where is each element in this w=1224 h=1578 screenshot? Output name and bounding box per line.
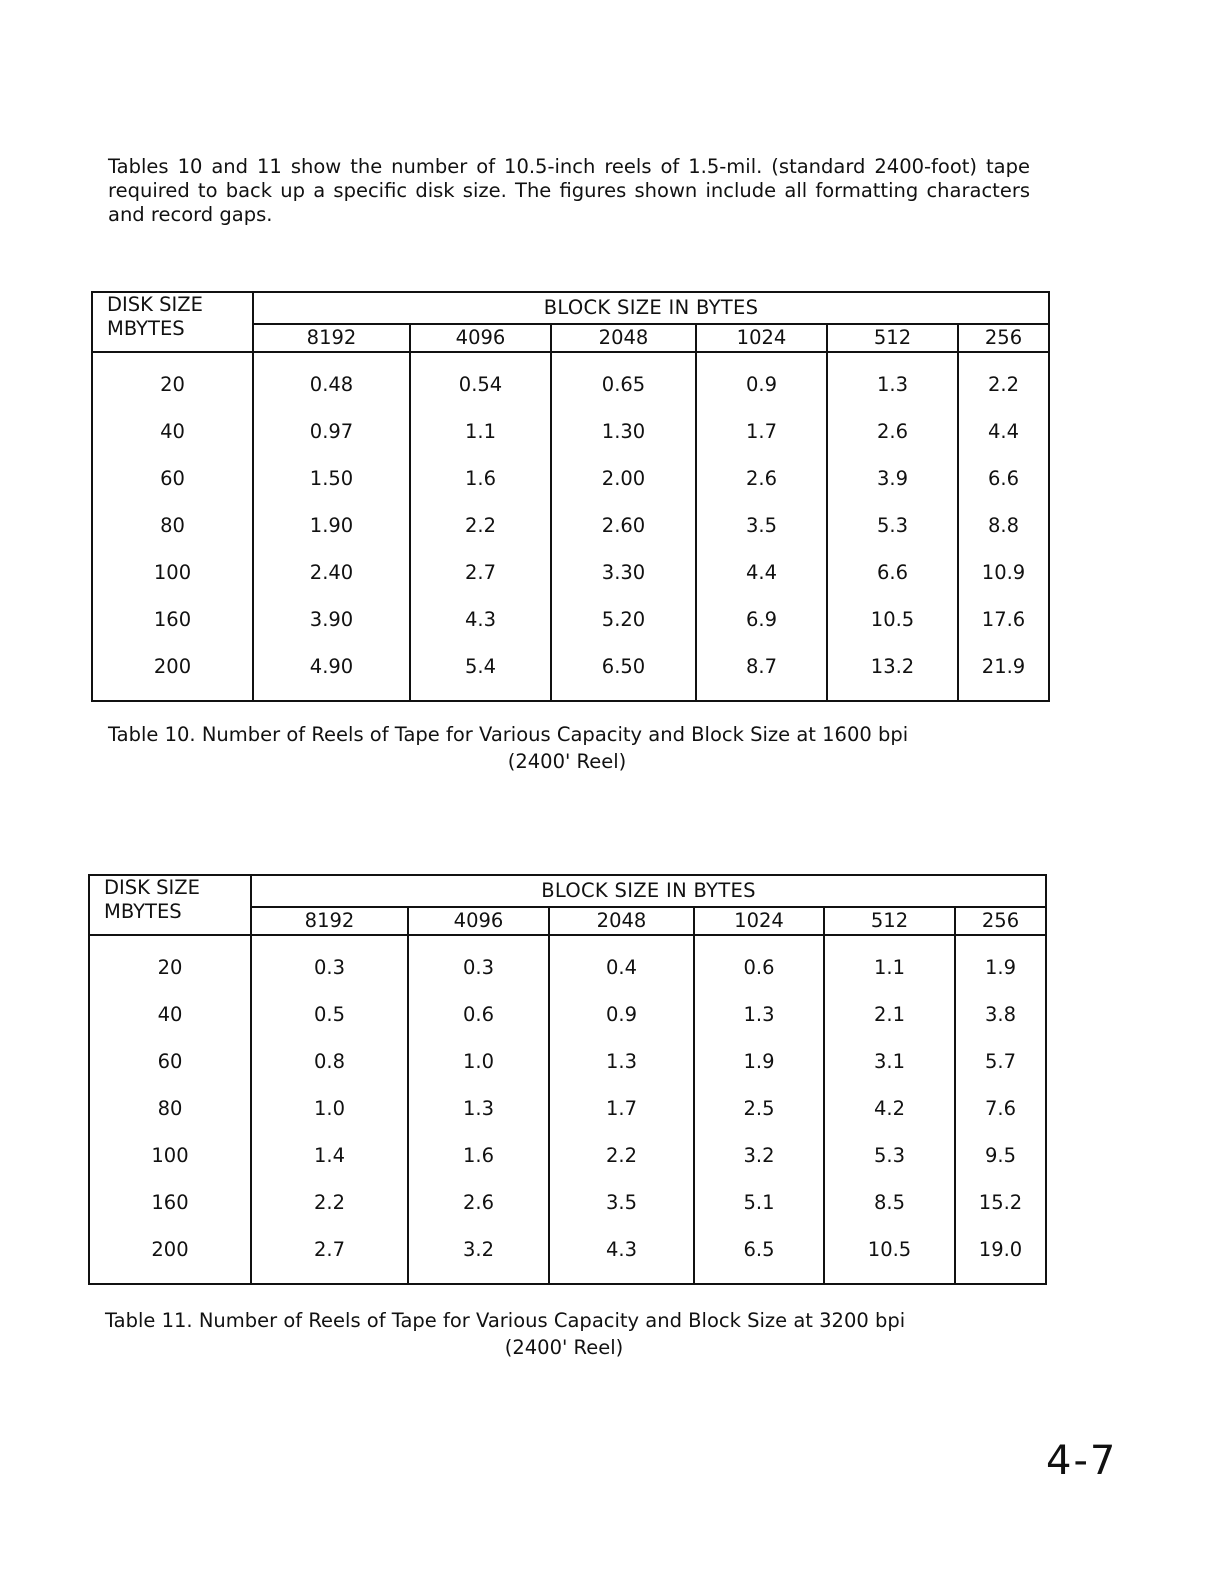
- value-cell: 17.6: [958, 596, 1049, 643]
- spacer-cell: [958, 352, 1049, 361]
- value-cell: 9.5: [955, 1132, 1046, 1179]
- value-cell: 5.20: [551, 596, 696, 643]
- block-size-header: BLOCK SIZE IN BYTES: [251, 875, 1046, 907]
- table-row: [89, 1179, 1046, 1226]
- value-cell: 4.4: [696, 549, 827, 596]
- mbytes-label: MBYTES: [107, 317, 185, 340]
- disk-size-cell: 100: [92, 549, 253, 596]
- value-cell: 10.9: [958, 549, 1049, 596]
- value-cell: 2.7: [410, 549, 551, 596]
- value-cell: 4.4: [958, 408, 1049, 455]
- disk-size-label: DISK SIZE: [104, 876, 200, 899]
- spacer-cell: [89, 935, 251, 944]
- header-row: [92, 292, 1049, 324]
- value-cell: 0.5: [251, 991, 408, 1038]
- table-10-body: [92, 292, 1049, 701]
- disk-size-cell: 80: [92, 502, 253, 549]
- column-header-1024: 1024: [694, 907, 824, 935]
- value-cell: 2.40: [253, 549, 410, 596]
- value-cell: 2.1: [824, 991, 955, 1038]
- table-row: [89, 1085, 1046, 1132]
- table-row: [89, 1038, 1046, 1085]
- column-header-4096: 4096: [410, 324, 551, 352]
- spacer-cell: [551, 690, 696, 701]
- value-cell: 2.7: [251, 1226, 408, 1273]
- value-cell: 5.1: [694, 1179, 824, 1226]
- spacer-row: [92, 690, 1049, 701]
- value-cell: 1.6: [408, 1132, 549, 1179]
- value-cell: 1.7: [549, 1085, 694, 1132]
- spacer-row: [89, 935, 1046, 944]
- value-cell: 6.9: [696, 596, 827, 643]
- spacer-cell: [955, 935, 1046, 944]
- disk-size-cell: 20: [89, 944, 251, 991]
- value-cell: 1.1: [824, 944, 955, 991]
- value-cell: 4.3: [549, 1226, 694, 1273]
- value-cell: 0.4: [549, 944, 694, 991]
- page-number: 4-7: [1046, 1438, 1118, 1484]
- value-cell: 2.2: [410, 502, 551, 549]
- value-cell: 2.5: [694, 1085, 824, 1132]
- spacer-cell: [827, 352, 958, 361]
- disk-size-cell: 40: [89, 991, 251, 1038]
- value-cell: 6.6: [958, 455, 1049, 502]
- value-cell: 7.6: [955, 1085, 1046, 1132]
- value-cell: 3.30: [551, 549, 696, 596]
- value-cell: 2.60: [551, 502, 696, 549]
- column-header-8192: 8192: [251, 907, 408, 935]
- spacer-cell: [958, 690, 1049, 701]
- value-cell: 1.30: [551, 408, 696, 455]
- value-cell: 0.8: [251, 1038, 408, 1085]
- spacer-cell: [410, 352, 551, 361]
- disk-size-header: [89, 875, 251, 935]
- table-row: [89, 991, 1046, 1038]
- value-cell: 3.2: [694, 1132, 824, 1179]
- disk-size-cell: 160: [89, 1179, 251, 1226]
- column-header-2048: 2048: [551, 324, 696, 352]
- value-cell: 0.3: [251, 944, 408, 991]
- value-cell: 1.3: [408, 1085, 549, 1132]
- value-cell: 3.5: [549, 1179, 694, 1226]
- value-cell: 8.5: [824, 1179, 955, 1226]
- value-cell: 5.7: [955, 1038, 1046, 1085]
- value-cell: 1.90: [253, 502, 410, 549]
- intro-paragraph: Tables 10 and 11 show the number of 10.5-inch reels of 1.5-mil. (standard 2400-foot) tape required to back up a specific disk size. The figures shown include all formatting characters and record gaps.: [108, 155, 1030, 226]
- caption-subtitle: (2400' Reel): [507, 750, 627, 773]
- value-cell: 5.3: [827, 502, 958, 549]
- column-header-256: 256: [958, 324, 1049, 352]
- value-cell: 0.54: [410, 361, 551, 408]
- value-cell: 3.1: [824, 1038, 955, 1085]
- spacer-cell: [408, 935, 549, 944]
- table-row: [92, 596, 1049, 643]
- table-row: [92, 502, 1049, 549]
- caption-title: Table 10. Number of Reels of Tape for Various Capacity and Block Size at 1600 bpi: [108, 723, 909, 746]
- spacer-cell: [696, 690, 827, 701]
- value-cell: 5.4: [410, 643, 551, 690]
- column-header-8192: 8192: [253, 324, 410, 352]
- value-cell: 13.2: [827, 643, 958, 690]
- spacer-cell: [92, 352, 253, 361]
- disk-size-cell: 200: [89, 1226, 251, 1273]
- value-cell: 0.6: [694, 944, 824, 991]
- spacer-cell: [694, 1273, 824, 1284]
- value-cell: 0.97: [253, 408, 410, 455]
- value-cell: 21.9: [958, 643, 1049, 690]
- table-row: [89, 1132, 1046, 1179]
- value-cell: 4.3: [410, 596, 551, 643]
- disk-size-cell: 60: [92, 455, 253, 502]
- table-row: [92, 643, 1049, 690]
- spacer-cell: [549, 935, 694, 944]
- value-cell: 10.5: [824, 1226, 955, 1273]
- value-cell: 6.5: [694, 1226, 824, 1273]
- value-cell: 1.4: [251, 1132, 408, 1179]
- spacer-cell: [92, 690, 253, 701]
- spacer-cell: [549, 1273, 694, 1284]
- value-cell: 0.9: [549, 991, 694, 1038]
- disk-size-header: [92, 292, 253, 352]
- value-cell: 1.3: [827, 361, 958, 408]
- value-cell: 2.2: [958, 361, 1049, 408]
- value-cell: 0.48: [253, 361, 410, 408]
- value-cell: 10.5: [827, 596, 958, 643]
- spacer-cell: [955, 1273, 1046, 1284]
- spacer-cell: [410, 690, 551, 701]
- disk-size-cell: 40: [92, 408, 253, 455]
- table-10: [91, 291, 1050, 702]
- value-cell: 3.8: [955, 991, 1046, 1038]
- value-cell: 2.6: [827, 408, 958, 455]
- caption-subtitle: (2400' Reel): [504, 1336, 624, 1359]
- spacer-row: [92, 352, 1049, 361]
- spacer-cell: [551, 352, 696, 361]
- disk-size-cell: 60: [89, 1038, 251, 1085]
- spacer-cell: [251, 1273, 408, 1284]
- spacer-cell: [251, 935, 408, 944]
- column-header-2048: 2048: [549, 907, 694, 935]
- value-cell: 1.50: [253, 455, 410, 502]
- disk-size-label: DISK SIZE: [107, 293, 203, 316]
- value-cell: 8.8: [958, 502, 1049, 549]
- column-header-256: 256: [955, 907, 1046, 935]
- value-cell: 5.3: [824, 1132, 955, 1179]
- value-cell: 1.1: [410, 408, 551, 455]
- table-11: [88, 874, 1047, 1285]
- value-cell: 3.9: [827, 455, 958, 502]
- table-row: [89, 1226, 1046, 1273]
- table-10-caption: [108, 721, 1026, 775]
- disk-size-cell: 160: [92, 596, 253, 643]
- caption-title: Table 11. Number of Reels of Tape for Various Capacity and Block Size at 3200 bpi: [105, 1309, 906, 1332]
- table-11-caption: [105, 1307, 1023, 1361]
- value-cell: 4.2: [824, 1085, 955, 1132]
- value-cell: 1.7: [696, 408, 827, 455]
- table-row: [92, 455, 1049, 502]
- column-header-512: 512: [824, 907, 955, 935]
- value-cell: 2.6: [408, 1179, 549, 1226]
- column-header-1024: 1024: [696, 324, 827, 352]
- spacer-cell: [253, 690, 410, 701]
- spacer-cell: [89, 1273, 251, 1284]
- value-cell: 19.0: [955, 1226, 1046, 1273]
- table-row: [92, 549, 1049, 596]
- value-cell: 3.2: [408, 1226, 549, 1273]
- spacer-cell: [824, 1273, 955, 1284]
- disk-size-cell: 20: [92, 361, 253, 408]
- value-cell: 0.9: [696, 361, 827, 408]
- value-cell: 2.2: [251, 1179, 408, 1226]
- value-cell: 15.2: [955, 1179, 1046, 1226]
- spacer-cell: [408, 1273, 549, 1284]
- disk-size-cell: 80: [89, 1085, 251, 1132]
- spacer-cell: [824, 935, 955, 944]
- table-row: [92, 408, 1049, 455]
- value-cell: 2.00: [551, 455, 696, 502]
- value-cell: 0.6: [408, 991, 549, 1038]
- mbytes-label: MBYTES: [104, 900, 182, 923]
- spacer-cell: [827, 690, 958, 701]
- value-cell: 1.3: [549, 1038, 694, 1085]
- value-cell: 1.9: [694, 1038, 824, 1085]
- header-row: [89, 875, 1046, 907]
- spacer-cell: [696, 352, 827, 361]
- spacer-cell: [253, 352, 410, 361]
- value-cell: 4.90: [253, 643, 410, 690]
- value-cell: 8.7: [696, 643, 827, 690]
- value-cell: 1.9: [955, 944, 1046, 991]
- value-cell: 1.0: [408, 1038, 549, 1085]
- value-cell: 0.65: [551, 361, 696, 408]
- column-header-4096: 4096: [408, 907, 549, 935]
- column-header-512: 512: [827, 324, 958, 352]
- value-cell: 0.3: [408, 944, 549, 991]
- value-cell: 1.3: [694, 991, 824, 1038]
- value-cell: 3.5: [696, 502, 827, 549]
- value-cell: 6.50: [551, 643, 696, 690]
- value-cell: 2.6: [696, 455, 827, 502]
- disk-size-cell: 200: [92, 643, 253, 690]
- value-cell: 1.0: [251, 1085, 408, 1132]
- disk-size-cell: 100: [89, 1132, 251, 1179]
- value-cell: 6.6: [827, 549, 958, 596]
- table-11-body: [89, 875, 1046, 1284]
- spacer-row: [89, 1273, 1046, 1284]
- spacer-cell: [694, 935, 824, 944]
- value-cell: 1.6: [410, 455, 551, 502]
- block-size-header: BLOCK SIZE IN BYTES: [253, 292, 1049, 324]
- value-cell: 3.90: [253, 596, 410, 643]
- table-row: [92, 361, 1049, 408]
- table-row: [89, 944, 1046, 991]
- value-cell: 2.2: [549, 1132, 694, 1179]
